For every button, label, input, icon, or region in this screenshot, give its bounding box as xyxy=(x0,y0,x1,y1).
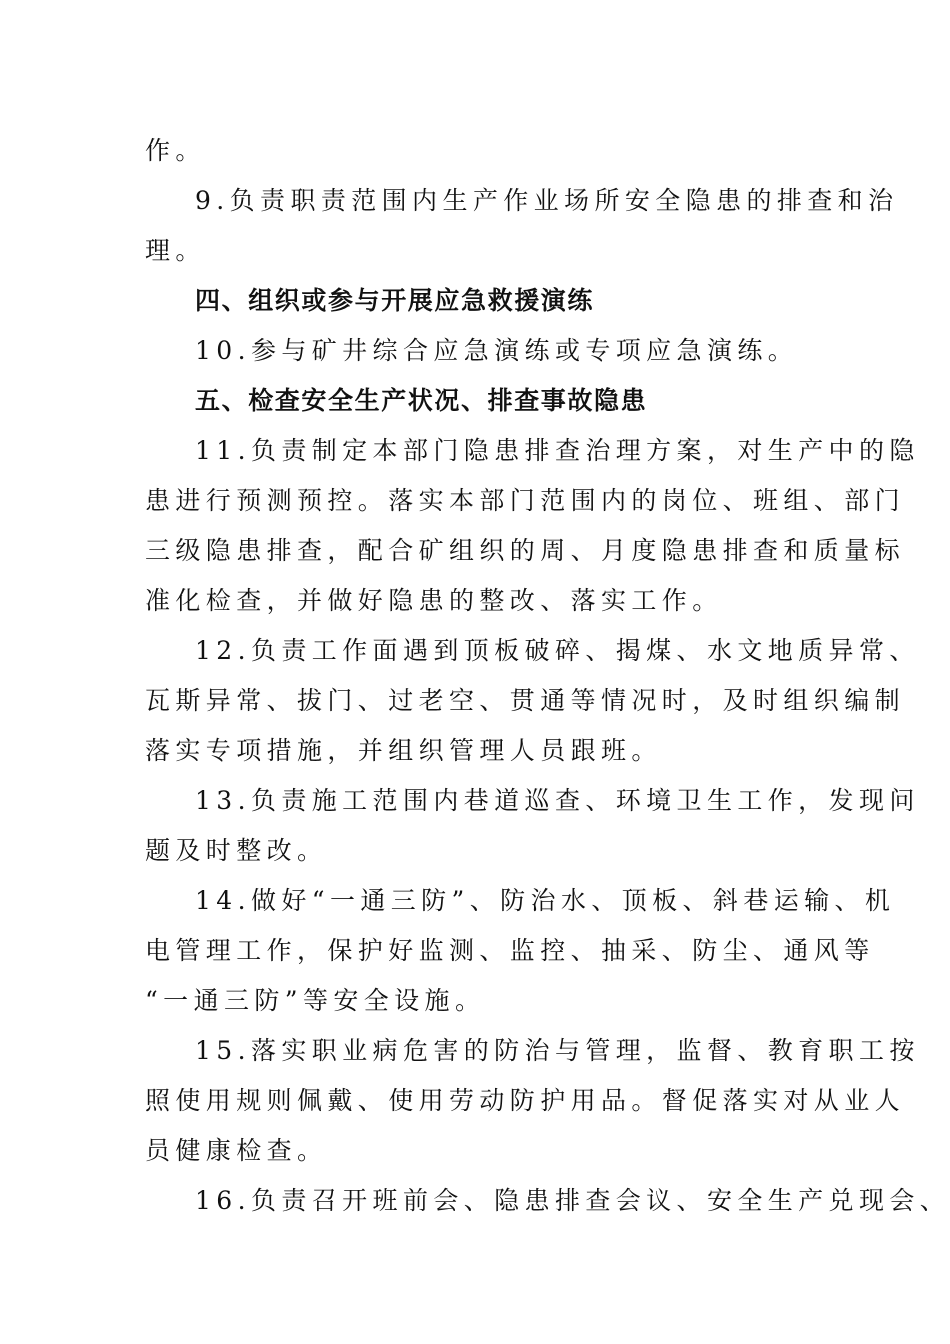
paragraph-line: 三级隐患排查，配合矿组织的周、月度隐患排查和质量标 xyxy=(145,536,906,565)
paragraph-line: 照使用规则佩戴、使用劳动防护用品。督促落实对从业人 xyxy=(145,1086,906,1115)
paragraph-line: 作。 xyxy=(145,136,206,165)
paragraph-line: 11.负责制定本部门隐患排查治理方案，对生产中的隐 xyxy=(195,436,920,465)
section-heading: 四、组织或参与开展应急救援演练 xyxy=(195,286,595,315)
paragraph-line: “一通三防”等安全设施。 xyxy=(145,986,486,1015)
paragraph-line: 患进行预测预控。落实本部门范围内的岗位、班组、部门 xyxy=(145,486,906,515)
paragraph-line: 12.负责工作面遇到顶板破碎、揭煤、水文地质异常、 xyxy=(195,636,920,665)
paragraph-line: 16.负责召开班前会、隐患排查会议、安全生产兑现会、 xyxy=(195,1186,950,1215)
paragraph-line: 14.做好“一通三防”、防治水、顶板、斜巷运输、机 xyxy=(195,886,896,915)
paragraph-line: 准化检查，并做好隐患的整改、落实工作。 xyxy=(145,586,723,615)
paragraph-line: 15.落实职业病危害的防治与管理，监督、教育职工按 xyxy=(195,1036,920,1065)
paragraph-line: 题及时整改。 xyxy=(145,836,328,865)
paragraph-line: 13.负责施工范围内巷道巡查、环境卫生工作，发现问 xyxy=(195,786,920,815)
paragraph-line: 电管理工作，保护好监测、监控、抽采、防尘、通风等 xyxy=(145,936,875,965)
paragraph-line: 员健康检查。 xyxy=(145,1136,328,1165)
paragraph-line: 10.参与矿井综合应急演练或专项应急演练。 xyxy=(195,336,799,365)
paragraph-line: 9.负责职责范围内生产作业场所安全隐患的排查和治 xyxy=(195,186,899,215)
paragraph-line: 瓦斯异常、拔门、过老空、贯通等情况时，及时组织编制 xyxy=(145,686,906,715)
paragraph-line: 落实专项措施，并组织管理人员跟班。 xyxy=(145,736,662,765)
section-heading: 五、检查安全生产状况、排查事故隐患 xyxy=(195,386,648,415)
paragraph-line: 理。 xyxy=(145,236,206,265)
